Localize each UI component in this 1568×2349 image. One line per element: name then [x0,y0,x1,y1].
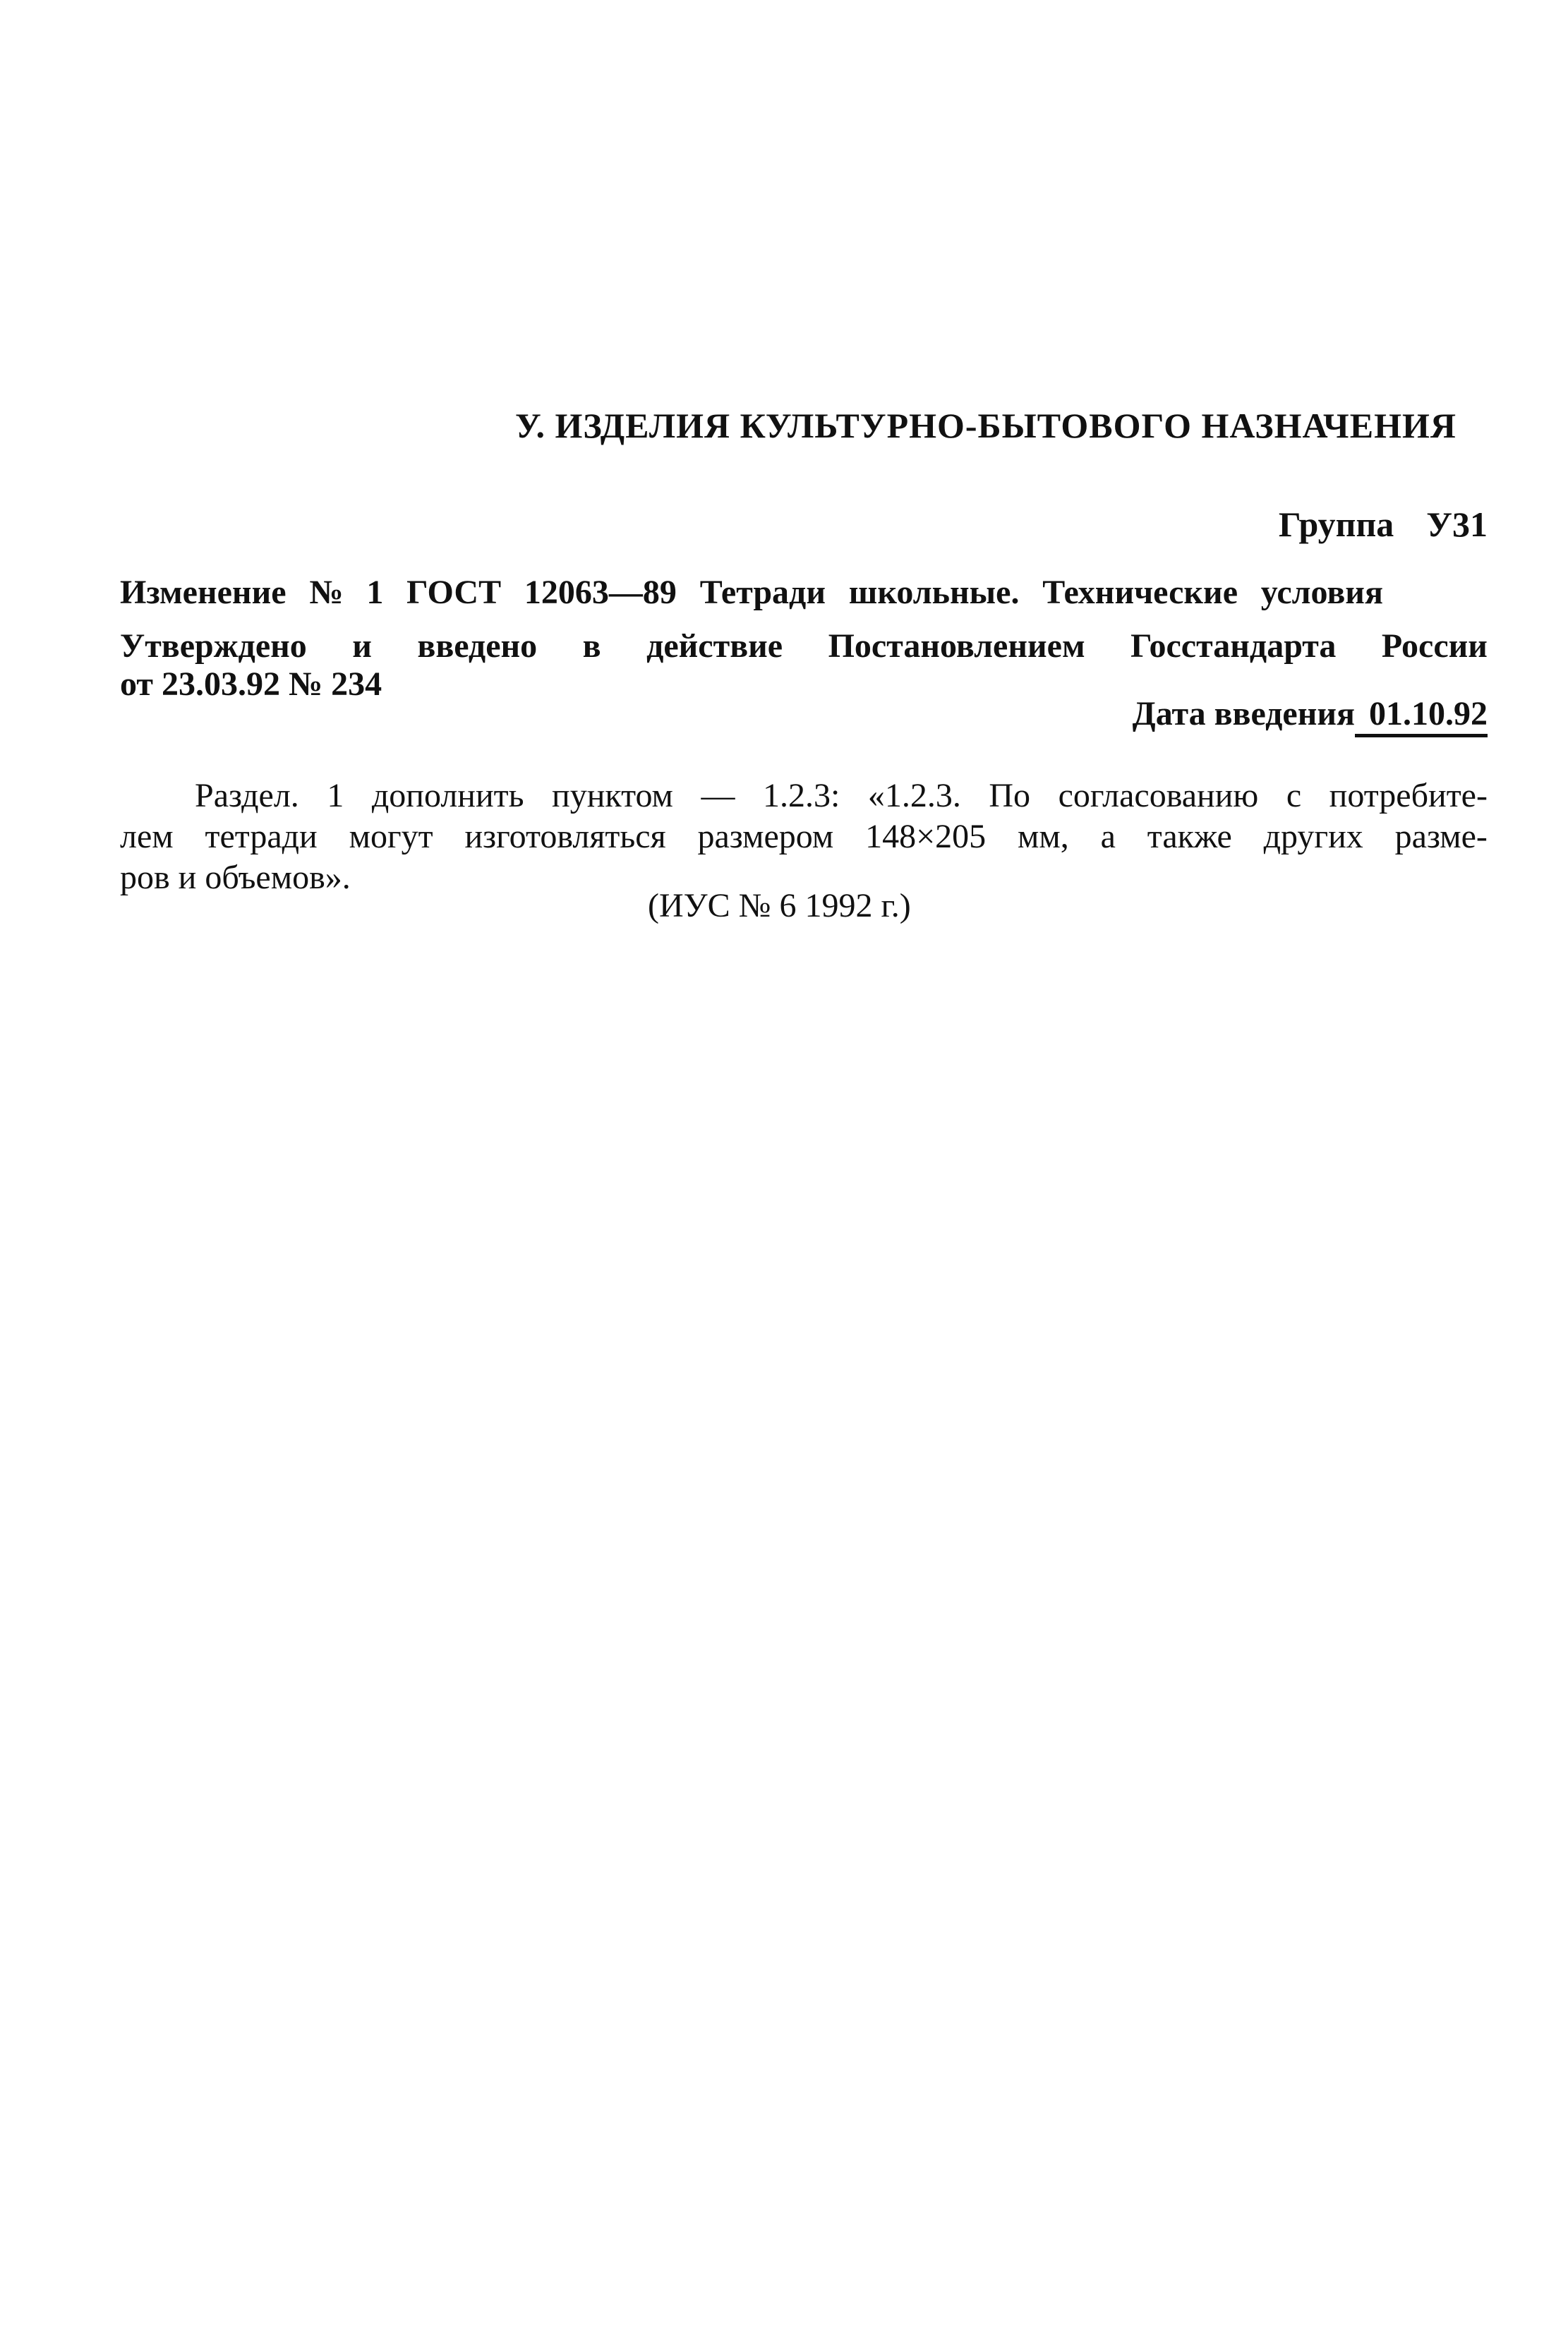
group-line [1279,507,1488,542]
body-word: 1 [327,777,344,814]
source-reference-text: (ИУС № 6 1992 г.) [648,887,911,924]
body-line-1 [195,779,1488,813]
body-word: лем [120,818,174,855]
approval-word: в [582,627,601,665]
source-reference [648,889,911,923]
approval-word: России [1381,627,1488,665]
body-word: дополнить [371,777,524,814]
body-word: «1.2.3. [867,777,961,814]
body-line-2 [120,820,1488,854]
change-word: условия [1260,574,1383,611]
body-word: других [1263,818,1363,855]
change-word: школьные. [848,574,1020,611]
body-word: мм, [1018,818,1069,855]
body-word: потребите- [1329,777,1488,814]
group-code: У31 [1426,505,1488,544]
body-word: изготовляться [464,818,666,855]
change-word: Тетради [699,574,826,611]
body-word: 1.2.3: [762,777,840,814]
section-title [515,408,1488,443]
approval-date [120,665,382,703]
body-word: с [1286,777,1302,814]
approval-word: Постановлением [828,627,1085,665]
change-word: № [309,574,344,611]
body-word: могут [349,818,433,855]
body-word: тетради [205,818,318,855]
group-label: Группа [1278,505,1394,544]
body-word: размером [697,818,834,855]
change-word: Изменение [120,574,287,611]
body-line-3 [120,861,351,895]
approval-word: Утверждено [120,627,307,665]
change-word: Технические [1042,574,1238,611]
approval-statement [120,629,1488,663]
body-word: — [701,777,735,814]
introduction-date-line [1133,697,1488,737]
body-word: Раздел. [195,777,299,814]
introduction-date: 01.10.92 [1355,697,1488,737]
body-word: 148×205 [865,818,987,855]
approval-date-text: от 23.03.92 № 234 [120,665,382,703]
change-word: ГОСТ [406,574,502,611]
approval-word: Госстандарта [1130,627,1337,665]
change-word: 1 [366,574,384,611]
body-word: По [989,777,1031,814]
approval-word: действие [646,627,783,665]
section-title-text: У. ИЗДЕЛИЯ КУЛЬТУРНО-БЫТОВОГО НАЗНАЧЕНИЯ [515,406,1457,445]
change-word: 12063—89 [524,574,677,611]
body-word: разме- [1394,818,1488,855]
body-word: пунктом [552,777,673,814]
body-line-3-text: ров и объемов». [120,859,351,896]
body-word: также [1147,818,1232,855]
change-notice-title [120,576,1383,610]
approval-word: введено [417,627,538,665]
body-word: а [1100,818,1116,855]
body-word: согласованию [1058,777,1259,814]
approval-word: и [352,627,372,665]
introduction-label: Дата введения [1132,695,1355,732]
